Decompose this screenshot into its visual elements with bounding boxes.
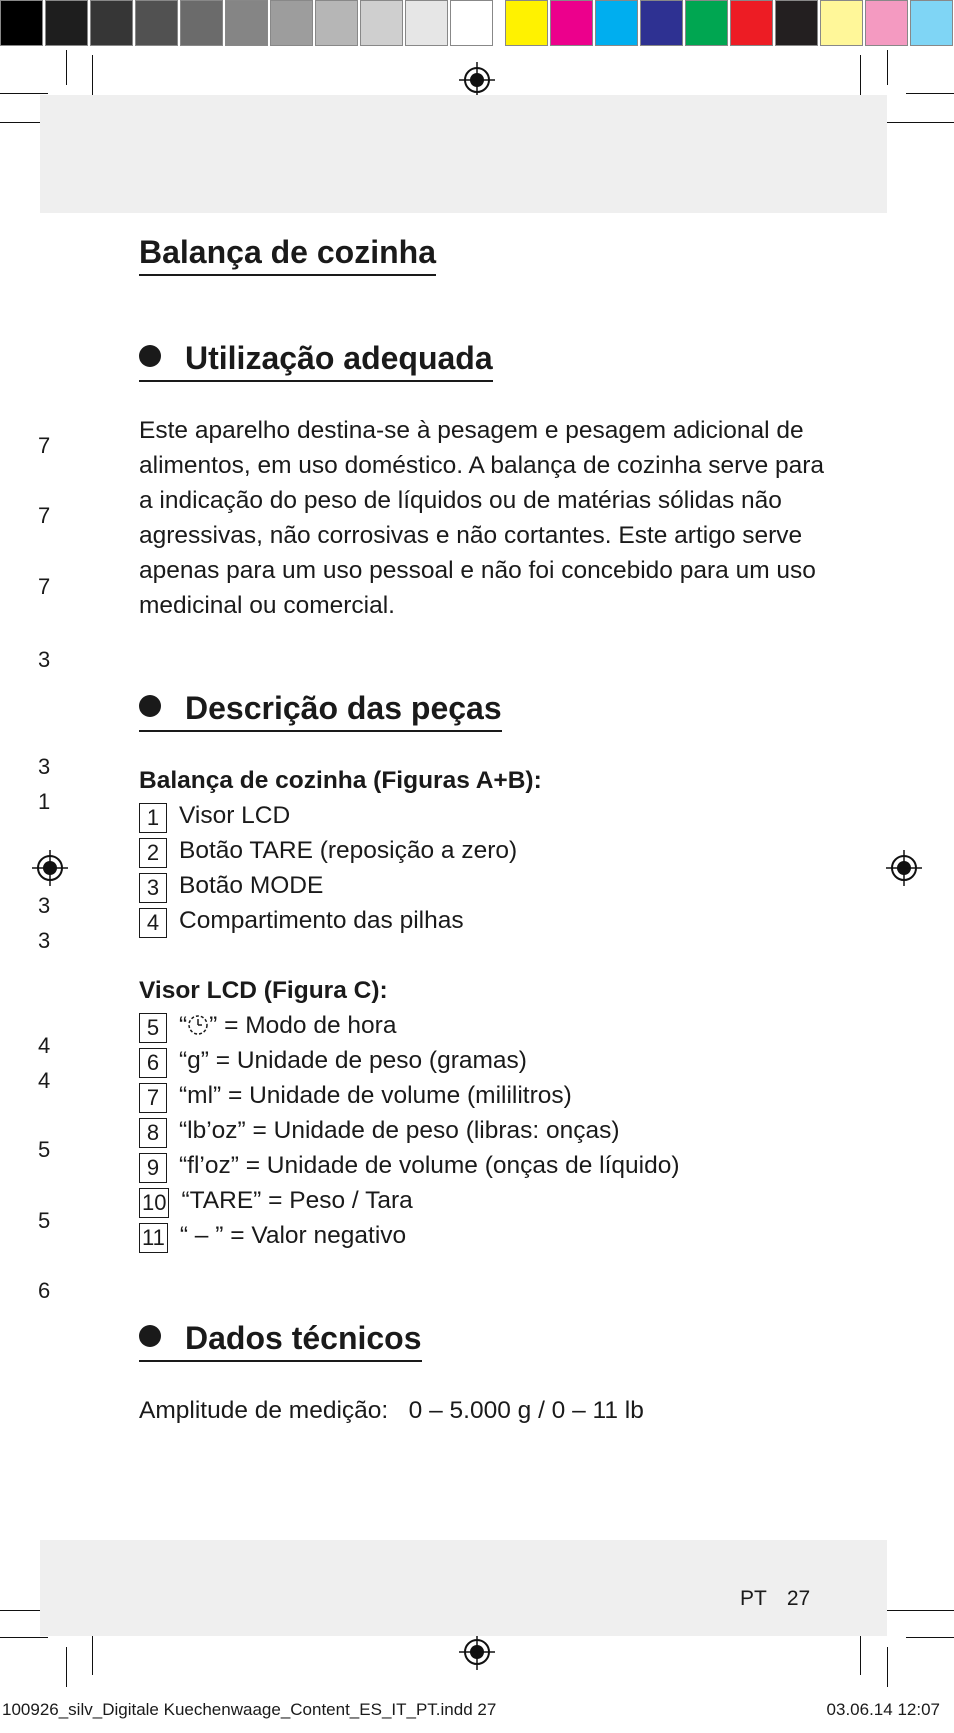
margin-number: 7 xyxy=(38,503,51,528)
paragraph-line: alimentos, em uso doméstico. A balança de cozinha serve para xyxy=(139,452,825,479)
list-item xyxy=(139,1183,869,1218)
item-number: 11 xyxy=(139,1223,168,1253)
list-item xyxy=(139,1078,869,1113)
page-footer xyxy=(740,1587,830,1611)
color-swatch xyxy=(820,0,863,46)
section-heading-text: Utilização adequada xyxy=(185,340,493,376)
item-text: “fl’oz” = Unidade de volume (onças de líquido) xyxy=(179,1152,680,1179)
section-heading-usage xyxy=(139,337,493,382)
list-item xyxy=(139,1113,869,1148)
margin-number: 7 xyxy=(38,433,51,458)
crop-mark xyxy=(879,1610,954,1611)
crop-mark xyxy=(887,50,888,85)
item-number: 8 xyxy=(139,1118,167,1148)
list-item xyxy=(139,1008,869,1043)
paragraph-line: a indicação do peso de líquidos ou de matérias sólidas não xyxy=(139,487,782,514)
color-swatch xyxy=(180,0,223,46)
paragraph-line: agressivas, não corrosivas e não cortantes. Este artigo serve xyxy=(139,522,803,549)
color-swatch xyxy=(405,0,448,46)
item-text: “ – ” = Valor negativo xyxy=(179,1222,407,1249)
crop-mark xyxy=(92,1630,93,1675)
list-item xyxy=(139,1043,869,1078)
usage-paragraph xyxy=(139,413,869,623)
item-number: 2 xyxy=(139,838,167,868)
registration-mark-icon xyxy=(457,1632,497,1672)
item-text: ” = Modo de hora xyxy=(209,1012,397,1039)
language-code: PT xyxy=(740,1587,767,1610)
section-heading-text: Dados técnicos xyxy=(185,1320,422,1356)
clock-icon xyxy=(187,1014,209,1036)
color-swatch xyxy=(45,0,88,46)
crop-mark xyxy=(92,55,93,100)
spec-value: 0 – 5.000 g / 0 – 11 lb xyxy=(408,1397,644,1424)
slug-date: 03.06.14 12:07 xyxy=(826,1700,940,1719)
color-swatch xyxy=(730,0,773,46)
margin-number: 7 xyxy=(38,574,51,599)
list-item xyxy=(139,1218,869,1253)
margin-number: 3 xyxy=(38,754,51,779)
color-swatch xyxy=(640,0,683,46)
bullet-icon xyxy=(139,1325,161,1347)
crop-mark xyxy=(66,50,67,85)
crop-mark xyxy=(0,93,48,94)
crop-mark xyxy=(860,55,861,100)
item-number: 5 xyxy=(139,1013,167,1043)
item-text: Visor LCD xyxy=(179,802,291,829)
parts-group-lcd xyxy=(139,973,869,1253)
section-heading-tech xyxy=(139,1317,422,1362)
item-text: Compartimento das pilhas xyxy=(179,907,464,934)
color-swatch xyxy=(505,0,548,46)
item-text: “TARE” = Peso / Tara xyxy=(181,1187,413,1214)
margin-number: 4 xyxy=(38,1068,51,1093)
color-swatch xyxy=(550,0,593,46)
header-band xyxy=(40,95,887,213)
crop-mark xyxy=(879,122,954,123)
spec-label: Amplitude de medição: xyxy=(139,1397,389,1424)
item-text: “lb’oz” = Unidade de peso (libras: onças) xyxy=(179,1117,620,1144)
color-swatch xyxy=(450,0,493,46)
item-number: 4 xyxy=(139,908,167,938)
color-swatch xyxy=(775,0,818,46)
registration-mark-icon xyxy=(457,60,497,100)
crop-mark xyxy=(906,93,954,94)
item-number: 7 xyxy=(139,1083,167,1113)
color-swatch xyxy=(595,0,638,46)
list-item xyxy=(139,1148,869,1183)
color-swatch xyxy=(360,0,403,46)
crop-mark xyxy=(860,1630,861,1675)
paragraph-line: apenas para um uso pessoal e não foi concebido para um uso xyxy=(139,557,816,584)
color-swatch xyxy=(0,0,43,46)
paragraph-line: Este aparelho destina-se à pesagem e pesagem adicional de xyxy=(139,417,804,444)
page-number: 27 xyxy=(786,1587,811,1610)
registration-mark-icon xyxy=(884,848,924,888)
item-text: Botão MODE xyxy=(179,872,324,899)
bullet-icon xyxy=(139,345,161,367)
color-swatch xyxy=(315,0,358,46)
color-swatch xyxy=(135,0,178,46)
crop-mark xyxy=(887,1647,888,1687)
list-item xyxy=(139,868,869,903)
color-swatch xyxy=(225,0,268,46)
crop-mark xyxy=(906,1637,954,1638)
item-text: “g” = Unidade de peso (gramas) xyxy=(179,1047,527,1074)
parts-group-title: Balança de cozinha (Figuras A+B): xyxy=(139,767,542,794)
quote-open: “ xyxy=(179,1012,188,1039)
slug-filename: 100926_silv_Digitale Kuechenwaage_Content_ES_IT_PT.indd 27 xyxy=(2,1700,497,1719)
crop-mark xyxy=(0,1637,48,1638)
color-swatch xyxy=(685,0,728,46)
registration-mark-icon xyxy=(30,848,70,888)
margin-number: 3 xyxy=(38,893,51,918)
margin-number: 6 xyxy=(38,1278,51,1303)
paragraph-line: medicinal ou comercial. xyxy=(139,592,395,619)
parts-group-scale xyxy=(139,763,869,938)
color-bar xyxy=(0,0,954,48)
page-title: Balança de cozinha xyxy=(139,232,436,276)
list-item xyxy=(139,903,869,938)
bullet-icon xyxy=(139,695,161,717)
list-item xyxy=(139,833,869,868)
margin-number: 1 xyxy=(38,789,51,814)
margin-number: 3 xyxy=(38,647,51,672)
list-item xyxy=(139,798,869,833)
color-swatch xyxy=(90,0,133,46)
margin-number: 3 xyxy=(38,928,51,953)
item-number: 3 xyxy=(139,873,167,903)
color-swatch xyxy=(270,0,313,46)
tech-spec xyxy=(139,1393,869,1428)
item-number: 10 xyxy=(139,1188,169,1218)
item-number: 9 xyxy=(139,1153,167,1183)
margin-number: 5 xyxy=(38,1137,51,1162)
item-number: 1 xyxy=(139,803,167,833)
color-swatch xyxy=(910,0,953,46)
parts-group-title: Visor LCD (Figura C): xyxy=(139,977,388,1004)
section-heading-text: Descrição das peças xyxy=(185,690,502,726)
color-swatch xyxy=(865,0,908,46)
item-number: 6 xyxy=(139,1048,167,1078)
crop-mark xyxy=(66,1647,67,1687)
margin-number: 5 xyxy=(38,1208,51,1233)
item-text: “ml” = Unidade de volume (mililitros) xyxy=(179,1082,572,1109)
margin-number: 4 xyxy=(38,1033,51,1058)
section-heading-parts xyxy=(139,687,502,732)
item-text: Botão TARE (reposição a zero) xyxy=(179,837,518,864)
